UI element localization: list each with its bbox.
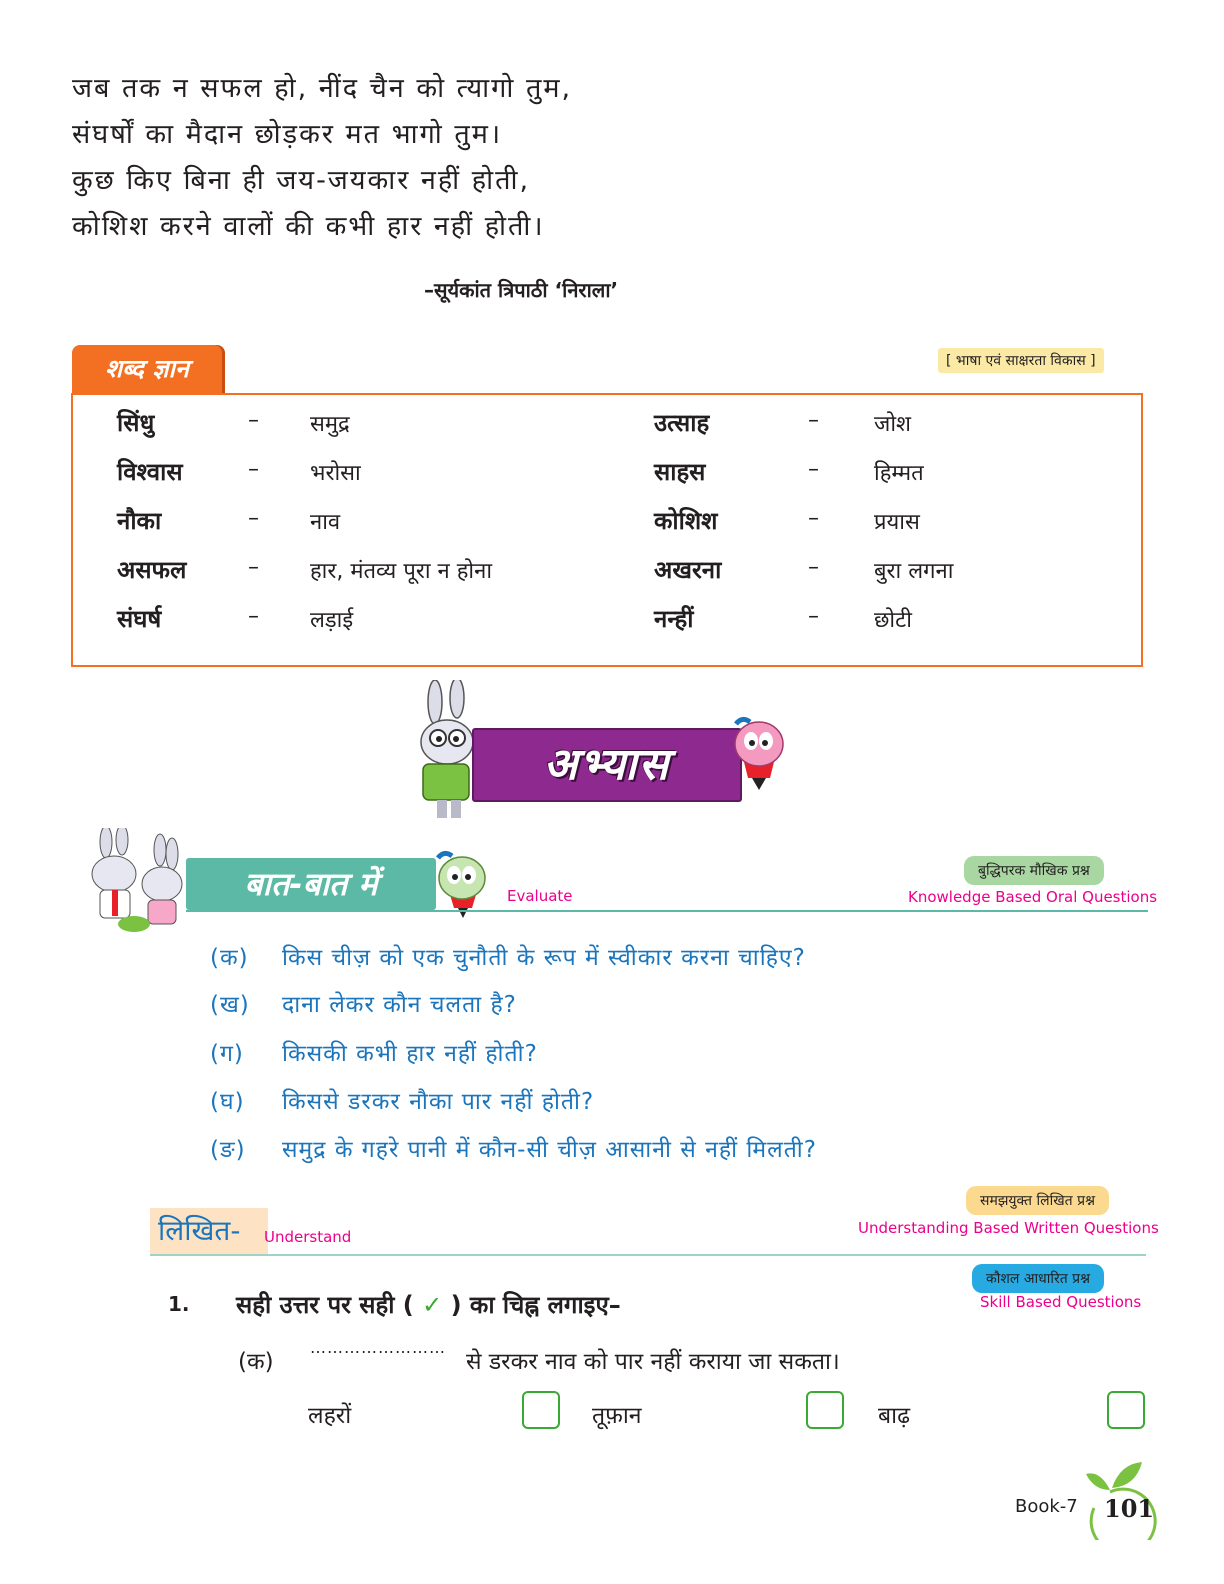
question-text: समुद्र के गहरे पानी में कौन-सी चीज़ आसानी से नहीं मिलती?: [282, 1137, 817, 1163]
vocab-dash: –: [808, 506, 819, 531]
vocab-word: संघर्ष: [117, 605, 162, 633]
oral-questions-tag: बुद्धिपरक मौखिक प्रश्न: [964, 856, 1104, 885]
vocab-meaning: भरोसा: [310, 461, 361, 486]
vocab-dash: –: [248, 555, 259, 580]
shabd-gyan-header: [72, 345, 222, 393]
question-label: (घ): [210, 1089, 245, 1115]
vocab-dash: –: [808, 457, 819, 482]
vocab-dash: –: [248, 506, 259, 531]
baat-baat-banner: [186, 858, 436, 910]
literacy-tag: [ भाषा एवं साक्षरता विकास ]: [938, 348, 1104, 373]
option-checkbox[interactable]: [806, 1391, 844, 1429]
vocabulary-box: [71, 393, 1143, 667]
question-label: (ख): [210, 992, 250, 1018]
vocab-meaning: प्रयास: [874, 510, 920, 535]
vocab-dash: –: [808, 555, 819, 580]
evaluate-label: Evaluate: [507, 887, 573, 905]
page-number: 101: [1104, 1494, 1155, 1523]
vocab-meaning: छोटी: [874, 608, 912, 633]
oral-questions-subtitle: Knowledge Based Oral Questions: [908, 888, 1158, 906]
vocab-word: विश्वास: [117, 458, 183, 486]
vocab-dash: –: [248, 604, 259, 629]
vocab-meaning: बुरा लगना: [874, 559, 954, 584]
option-label: लहरों: [308, 1403, 352, 1429]
question-text: दाना लेकर कौन चलता है?: [282, 992, 517, 1018]
vocab-meaning: जोश: [874, 412, 911, 437]
option-label: बाढ़: [878, 1403, 911, 1429]
item-label: (क): [238, 1349, 274, 1375]
likhit-heading: लिखित-: [150, 1208, 268, 1254]
section-divider: [150, 1254, 1146, 1256]
question-label: (क): [210, 945, 249, 971]
vocab-meaning: हिम्मत: [874, 461, 924, 486]
instruction-text: सही उत्तर पर सही (: [236, 1291, 414, 1319]
question-label: (ङ): [210, 1137, 246, 1163]
section-divider: [186, 910, 1148, 912]
shabd-gyan-title: शब्द ज्ञान: [105, 354, 189, 383]
instruction-text: ) का चिह्न लगाइए–: [450, 1291, 621, 1319]
vocab-meaning: समुद्र: [310, 412, 350, 437]
vocab-meaning: लड़ाई: [310, 608, 354, 633]
exercise-number: 1.: [168, 1292, 190, 1316]
skill-questions-subtitle: Skill Based Questions: [980, 1293, 1142, 1311]
question-label: (ग): [210, 1041, 244, 1067]
vocab-meaning: हार, मंतव्य पूरा न होना: [310, 559, 493, 584]
written-questions-tag: समझयुक्त लिखित प्रश्न: [966, 1186, 1109, 1215]
abhyas-banner: [472, 728, 742, 802]
option-label: तूफ़ान: [592, 1403, 642, 1429]
poem-line: कोशिश करने वालों की कभी हार नहीं होती।: [72, 211, 545, 242]
question-text: किससे डरकर नौका पार नहीं होती?: [282, 1089, 595, 1115]
rabbits-talking-icon: [76, 828, 188, 938]
poem-line: कुछ किए बिना ही जय-जयकार नहीं होती,: [72, 165, 531, 196]
option-checkbox[interactable]: [1107, 1391, 1145, 1429]
exercise-instruction: [236, 1288, 621, 1321]
baat-baat-title: बात-बात में: [244, 865, 378, 903]
understand-label: Understand: [264, 1228, 352, 1246]
book-label: Book-7: [1015, 1496, 1078, 1517]
vocab-word: अखरना: [654, 556, 722, 584]
vocab-word: कोशिश: [654, 507, 718, 535]
question-text: किसकी कभी हार नहीं होती?: [282, 1041, 538, 1067]
vocab-word: उत्साह: [654, 409, 710, 437]
vocab-word: नन्हीं: [654, 605, 694, 633]
pencil-mascot-icon: [724, 714, 794, 792]
vocab-meaning: नाव: [310, 510, 341, 535]
written-questions-subtitle: Understanding Based Written Questions: [858, 1219, 1159, 1237]
vocab-dash: –: [248, 457, 259, 482]
poem-author: –सूर्यकांत त्रिपाठी ‘निराला’: [424, 278, 619, 302]
vocab-word: नौका: [117, 507, 162, 535]
abhyas-title: अभ्यास: [543, 739, 671, 790]
vocab-word: साहस: [654, 458, 706, 486]
answer-blank: ……………………: [310, 1338, 446, 1357]
question-text: किस चीज़ को एक चुनौती के रूप में स्वीकार करना चाहिए?: [282, 945, 806, 971]
option-checkbox[interactable]: [522, 1391, 560, 1429]
vocab-word: असफल: [117, 556, 187, 584]
vocab-word: सिंधु: [117, 409, 155, 437]
tick-icon: ✓: [422, 1291, 443, 1319]
vocab-dash: –: [808, 408, 819, 433]
vocab-dash: –: [248, 408, 259, 433]
item-text: से डरकर नाव को पार नहीं कराया जा सकता।: [466, 1349, 840, 1375]
vocab-dash: –: [808, 604, 819, 629]
poem-line: संघर्षों का मैदान छोड़कर मत भागो तुम।: [72, 119, 503, 150]
poem-line: जब तक न सफल हो, नींद चैन को त्यागो तुम,: [72, 73, 573, 104]
skill-questions-tag: कौशल आधारित प्रश्न: [972, 1264, 1104, 1293]
